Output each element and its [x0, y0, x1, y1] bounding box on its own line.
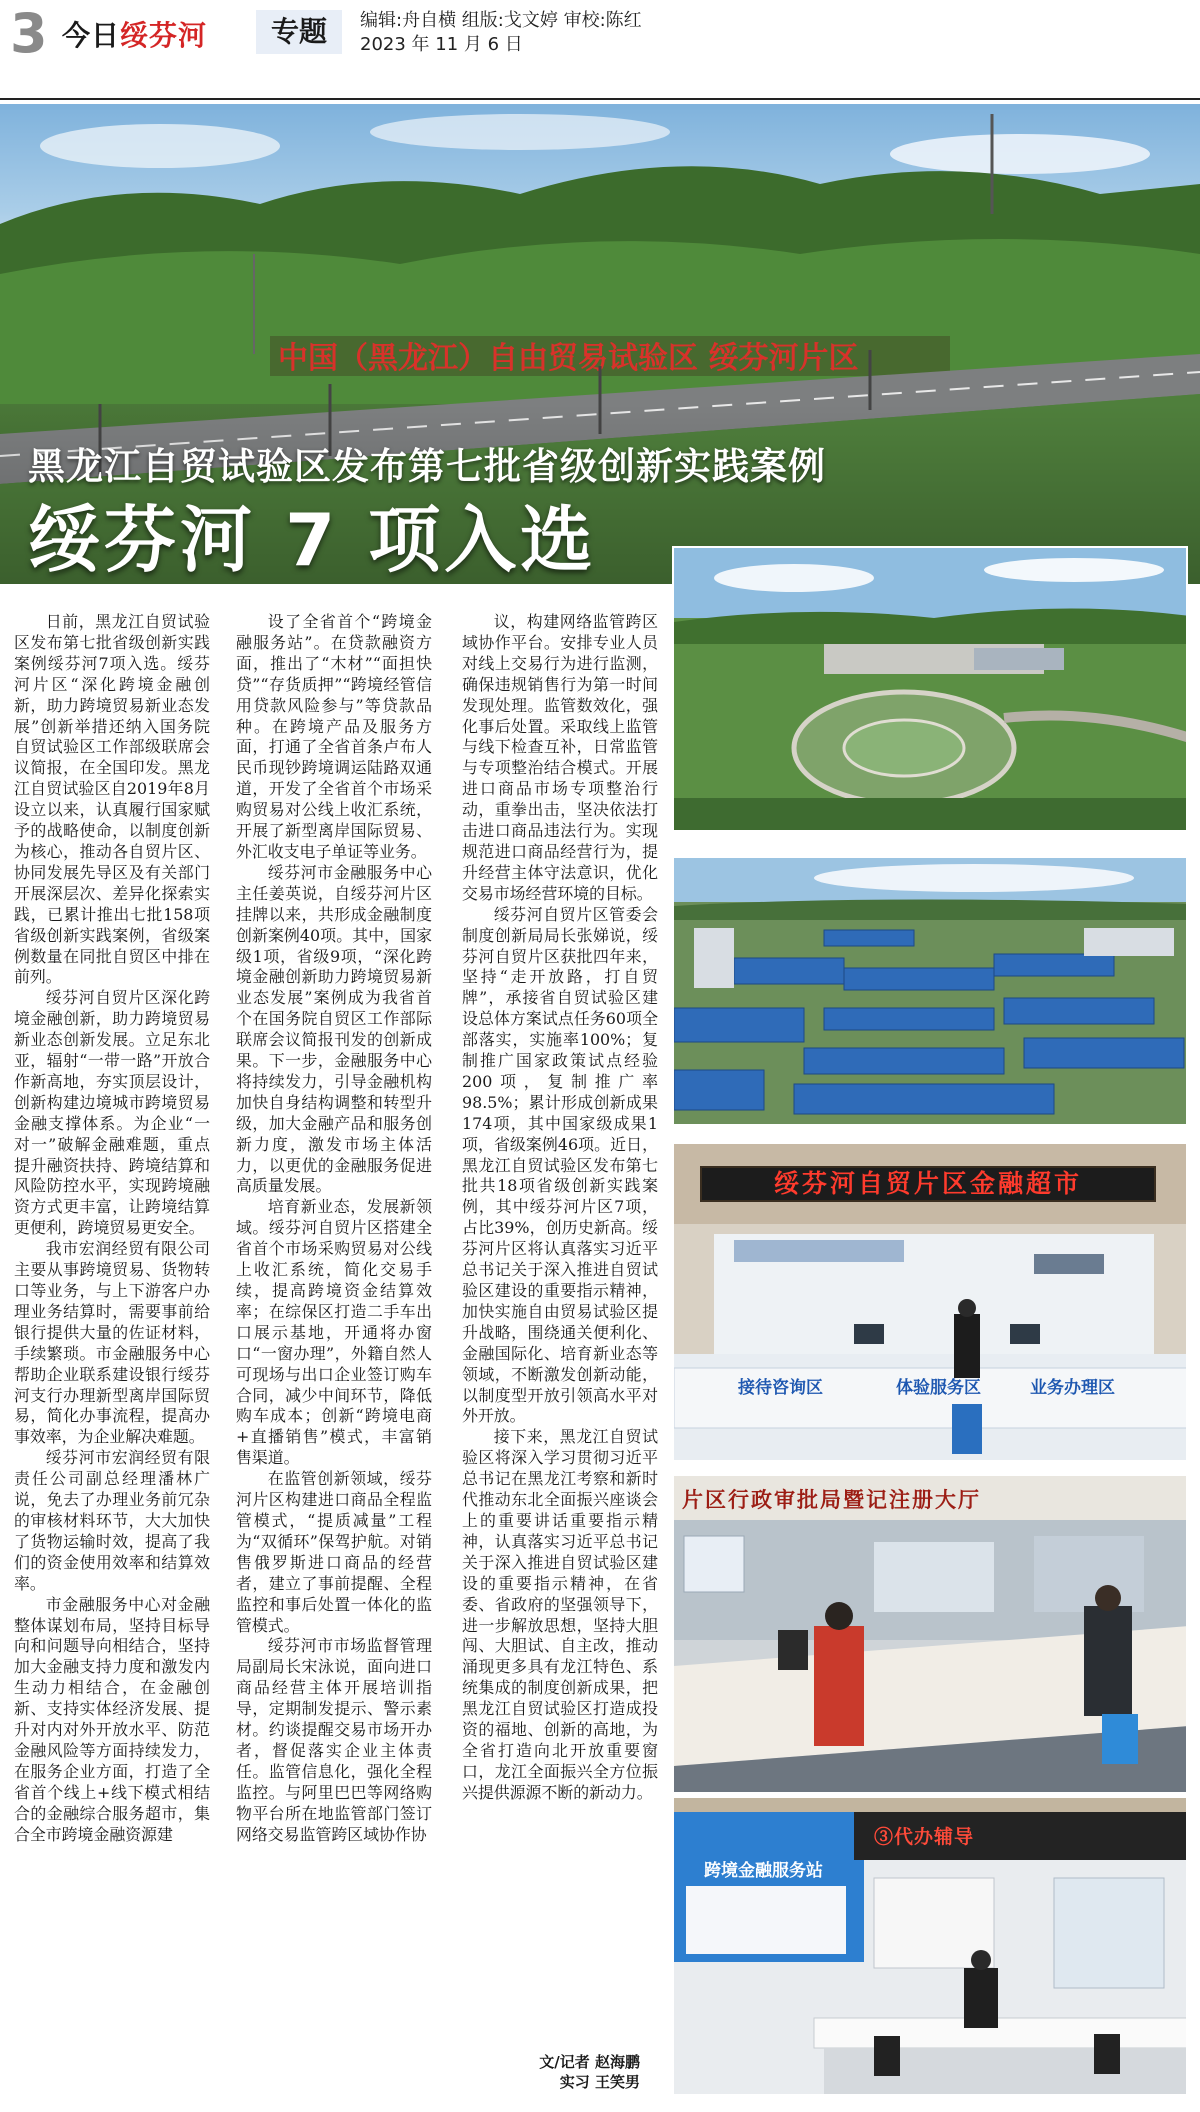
- paper-name-today: 今日: [62, 19, 121, 52]
- headline-title: 绥芬河 7 项入选: [28, 498, 597, 582]
- desk-label-experience: 体验服务区: [896, 1378, 981, 1398]
- article-paragraph: 接下来，黑龙江自贸试验区将深入学习贯彻习近平总书记在黑龙江考察和新时代推动东北全面振兴座谈会上的重要讲话重要指示精神，认真落实习近平总书记关于深入推进自贸试验区建设的重要指示精神，在省委、省政府的坚强领导下，进一步解放思想，坚持大胆闯、大胆试、自主改，推动涌现更多具有龙江特色、系统集成的制度创新成果，把黑龙江自贸试验区打造成投资的福地、创新的高地，为全省打造向北开放重要窗口，龙江全面振兴全方位振兴提供源源不断的新动力。: [462, 1427, 658, 1802]
- agent-service-sign: ③代办辅导: [874, 1826, 975, 1848]
- photo-finance-supermarket: [672, 1142, 1188, 1462]
- article-column-1: [14, 612, 210, 2072]
- service-station-title: 跨境金融服务站: [704, 1861, 823, 1881]
- photo-service-station: [672, 1796, 1188, 2096]
- hall-sign: 片区行政审批局暨记注册大厅: [682, 1487, 981, 1512]
- hero-photo: [0, 104, 1200, 584]
- article-paragraph: 培育新业态，发展新领域。绥芬河自贸片区搭建全省首个市场采购贸易对公线上收汇系统，简化交易手续，提高跨境资金结算效率；在综保区打造二手车出口展示基地，开通将办窗口“一窗办理”，外籍自然人可现场与出口企业签订购车合同，减少中间环节，降低购车成本；创新“跨境电商+直播销售”模式，丰富销售渠道。: [236, 1197, 432, 1468]
- article-paragraph: 设了全省首个“跨境金融服务站”。在贷款融资方面，推出了“木材”“面担快贷”“存货质押”“跨境经管信用贷款风险参与”等贷款品种。在跨境产品及服务方面，打通了全省首条卢布人民币现钞跨境调运陆路双通道，开发了全省首个市场采购贸易对公线上收汇系统，开展了新型离岸国际贸易、外汇收支电子单证等业务。: [236, 612, 432, 861]
- editor-credits: 编辑:舟自横 组版:戈文婷 审校:陈红: [360, 10, 642, 31]
- article-paragraph: 绥芬河市市场监督管理局副局长宋泳说，面向进口商品经营主体开展培训指导，定期制发提示、警示素材。约谈提醒交易市场开办者，督促落实企业主体责任。监管信息化，强化全程监控。与阿里巴巴等网络购物平台所在地监管部门签订网络交易监管跨区域协作协: [236, 1636, 432, 1844]
- article-paragraph: 绥芬河市金融服务中心主任姜英说，自绥芬河片区挂牌以来，共形成金融制度创新案例40项。其中，国家级1项，省级9项，“深化跨境金融创新助力跨境贸易新业态发展”案例成为我省首个在国务院自贸区工作部际联席会议简报刊发的创新成果。下一步，金融服务中心将持续发力，引导金融机构加快自身结构调整和转型升级，加大金融产品和服务创新力度，激发市场主体活力，以更优的金融服务促进高质量发展。: [236, 862, 432, 1196]
- desk-label-business: 业务办理区: [1030, 1378, 1115, 1398]
- photo-approval-hall: [672, 1474, 1188, 1794]
- article-paragraph: 绥芬河自贸片区管委会制度创新局局长张娣说，绥芬河自贸片区获批四年来，坚持“走开放路，打自贸牌”，承接省自贸试验区建设总体方案试点任务60项全部落实，实施率100%；复制推广国家政策试点经验200项，复制推广率98.5%；累计形成创新成果174项，其中国家级成果1项，省级案例46项。近日，黑龙江自贸试验区发布第七批共18项省级创新实践案例，其中绥芬河片区7项，占比39%，创历史新高。绥芬河片区将认真落实习近平总书记关于深入推进自贸试验区建设的重要指示精神，加快实施自由贸易试验区提升战略，围绕通关便利化、金融国际化、培育新业态等领域，不断激发创新动能，以制度型开放引领高水平对外开放。: [462, 904, 658, 1426]
- article-paragraph: 市金融服务中心对金融整体谋划布局，坚持目标导向和问题导向相结合，坚持加大金融支持力度和激发内生动力相结合，在金融创新、支持实体经济发展、提升对内对外开放水平、防范金融风险等方面持续发力，在服务企业方面，打造了全省首个线上+线下模式相结合的金融综合服务超市，集合全市跨境金融资源建: [14, 1594, 210, 1844]
- finance-supermarket-sign: 绥芬河自贸片区金融超市: [700, 1166, 1156, 1202]
- section-tag: 专题: [256, 10, 342, 54]
- photo-warehouses: [672, 856, 1188, 1126]
- byline: [470, 2052, 640, 2092]
- paper-name-city: 绥芬河: [120, 19, 208, 52]
- headline-subtitle: 黑龙江自贸试验区发布第七批省级创新实践案例: [28, 444, 826, 488]
- photo-aerial-plaza: [672, 546, 1188, 832]
- article-paragraph: 我市宏润经贸有限公司主要从事跨境贸易、货物转口等业务，与上下游客户办理业务结算时，需要事前给银行提供大量的佐证材料，手续繁琐。市金融服务中心帮助企业联系建设银行绥芬河支行办理新型离岸国际贸易，简化办事流程，提高办事效率，为企业解决难题。: [14, 1239, 210, 1447]
- article-column-3: [462, 612, 658, 2044]
- article-paragraph: 绥芬河市宏润经贸有限责任公司副总经理潘林广说，免去了办理业务前冗杂的审核材料环节，大大加快了货物运输时效，提高了我们的资金使用效率和结算效率。: [14, 1448, 210, 1593]
- masthead: [0, 0, 1200, 100]
- article-paragraph: 日前，黑龙江自贸试验区发布第七批省级创新实践案例绥芬河7项入选。绥芬河片区“深化跨境金融创新，助力跨境贸易新业态发展”创新举措还纳入国务院自贸试验区工作部级联席会议简报，在全国印发。黑龙江自贸试验区自2019年8月设立以来，认真履行国家赋予的战略使命，以制度创新为核心，推动各自贸片区、协同发展先导区及有关部门开展深层次、差异化探索实践，已累计推出七批158项省级创新实践案例，省级案例数量在同批自贸区中排在前列。: [14, 612, 210, 987]
- byline-reporter: 文/记者 赵海鹏: [539, 2053, 640, 2071]
- article-paragraph: 绥芬河自贸片区深化跨境金融创新，助力跨境贸易新业态创新发展。立足东北亚，辐射“一带一路”开放合作新高地，夯实顶层设计，创新构建边境城市跨境贸易金融支撑体系。为企业“一对一”破解金融难题，重点提升融资扶持、跨境结算和风险防控水平，实现跨境融资方式更丰富，让跨境结算更便利，跨境贸易更安全。: [14, 988, 210, 1238]
- page-number: 3: [10, 2, 48, 65]
- article-column-2: [236, 612, 432, 2072]
- hero-sign-text: 中国（黑龙江）自由贸易试验区 绥芬河片区: [278, 341, 859, 376]
- desk-label-reception: 接待咨询区: [738, 1378, 823, 1398]
- paper-name: [62, 14, 207, 54]
- byline-intern: 实习 王笑男: [559, 2073, 640, 2091]
- article-paragraph: 议，构建网络监管跨区域协作平台。安排专业人员对线上交易行为进行监测，确保违规销售行为第一时间发现处理。监管数效化，强化事后处置。采取线上监管与线下检查互补，日常监管与专项整治结合模式。开展进口商品市场专项整治行动，重拳出击，坚决依法打击进口商品违法行为。实现规范进口商品经营行为，提升经营主体守法意识，优化交易市场经营环境的目标。: [462, 612, 658, 903]
- article-paragraph: 在监管创新领域，绥芬河片区构建进口商品全程监管模式，“提质减量”工程为“双循环”保驾护航。对销售俄罗斯进口商品的经营者，建立了事前提醒、全程监控和事后处置一体化的监管模式。: [236, 1469, 432, 1635]
- issue-date: 2023 年 11 月 6 日: [360, 34, 523, 55]
